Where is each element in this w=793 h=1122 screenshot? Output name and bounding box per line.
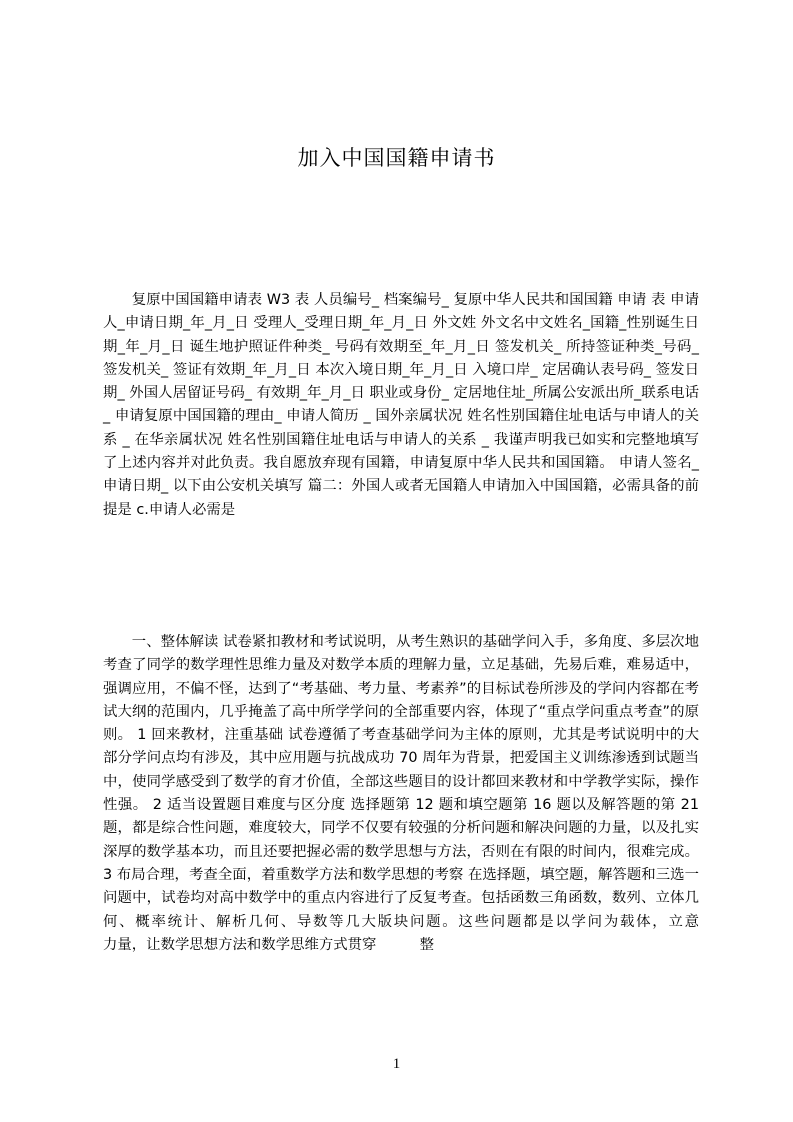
page-number: 1 [392,1056,401,1072]
page-title: 加入中国国籍申请书 [297,146,496,170]
body-paragraph-1: 复原中国国籍申请表 W3 表 人员编号_ 档案编号_ 复原中华人民共和国国籍 申请 表 申请人_申请日期_年_月_日 受理人_受理日期_年_月_日 外文姓 外文名中文姓名_国籍_性别诞生日期_年_月_日 诞生地护照证件种类_ 号码有效期至_年_月_日 签发机关_ 所持签证种类_号码_ 签发机关_ 签证有效期_年_月_日 本次入境日期_年_月_日 入境口岸_ 定居确认表号码_ 签发日期_ 外国人居留证号码_ 有效期_年_月_日 职业或身份_ 定居地住址_所属公安派出所_联系电话_ 申请复原中国国籍的理由_ 申请人简历 _ 国外亲属状况 姓名性别国籍住址电话与申请人的关系 _ 在华亲属状况 姓名性别国籍住址电话与申请人的关系 _ 我谨声明我已如实和完整地填写了上述内容并对此负责。我自愿放弃现有国籍，申请复原中华人民共和国国籍。 申请人签名_ 申请日期_ 以下由公安机关填写 篇二：外国人或者无国籍人申请加入中国国籍，必需具备的前提是 c.申请人必需是 [103,292,699,518]
body-paragraph-2: 一、整体解读 试卷紧扣教材和考试说明，从考生熟识的基础学问入手，多角度、多层次地考查了同学的数学理性思维力量及对数学本质的理解力量，立足基础，先易后难，难易适中，强调应用，不偏不怪，达到了“考基础、考力量、考素养”的目标试卷所涉及的学问内容都在考试大纲的范围内，几乎掩盖了高中所学学问的全部重要内容，体现了“重点学问重点考查”的原则。 1 回来教材，注重基础 试卷遵循了考查基础学问为主体的原则，尤其是考试说明中的大部分学问点均有涉及，其中应用题与抗战成功 70 周年为背景，把爱国主义训练渗透到试题当中，使同学感受到了数学的育才价值，全部这些题目的设计都回来教材和中学教学实际，操作性强。 2 适当设置题目难度与区分度 选择题第 12 题和填空题第 16 题以及解答题的第 21 题，都是综合性问题，难度较大，同学不仅要有较强的分析问题和解决问题的力量，以及扎实深厚的数学基本功，而且还要把握必需的数学思想与方法，否则在有限的时间内，很难完成。 3 布局合理，考查全面，着重数学方法和数学思想的考察 在选择题，填空题，解答题和三选一问题中，试卷均对高中数学中的重点内容进行了反复考查。包括函数三角函数，数列、立体几何、概率统计、解析几何、导数等几大版块问题。这些问题都是以学问为载体，立意 力量，让数学思想方法和数学思维方式贯穿 整 [103,634,757,953]
